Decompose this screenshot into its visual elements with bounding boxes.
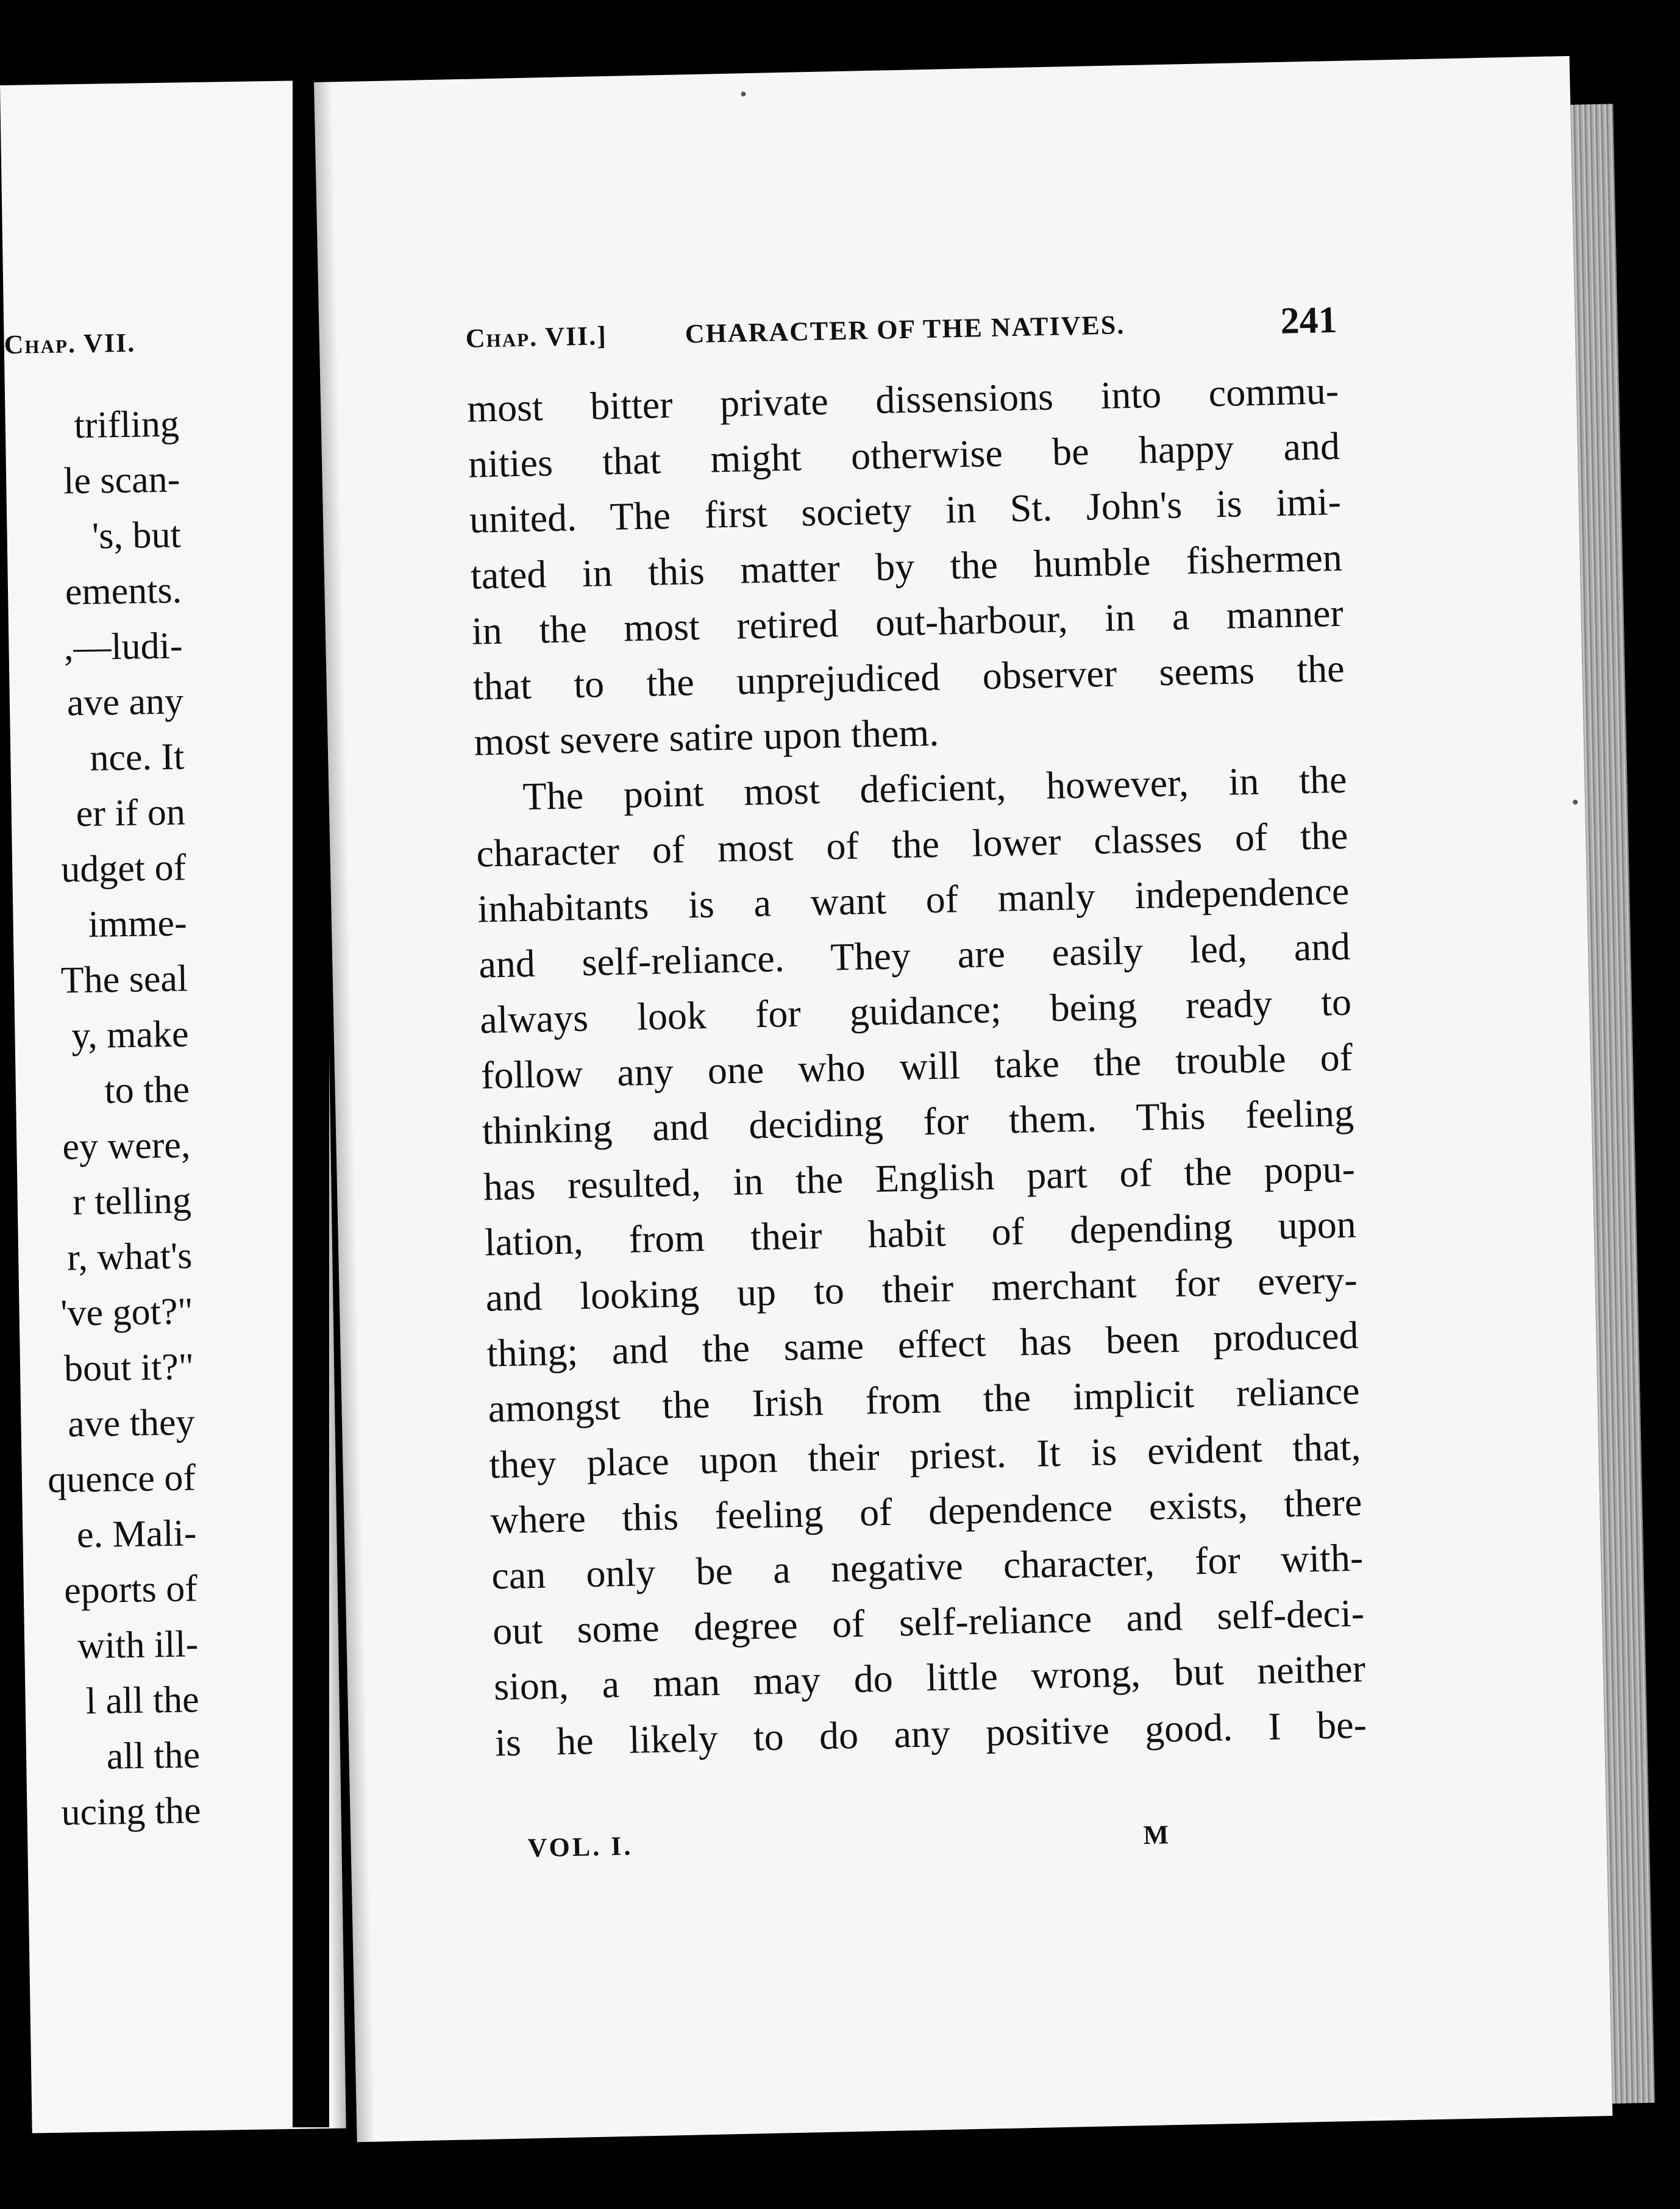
text-line: lation, from their habit of depending upon (484, 1202, 1357, 1264)
text-line: follow any one who will take the trouble of (480, 1035, 1353, 1097)
signature-mark: M (1143, 1819, 1169, 1851)
paper-speck (1573, 800, 1578, 805)
text-line: eports of (63, 1568, 198, 1612)
text-line: thing; and the same effect has been produced (486, 1313, 1359, 1375)
text-line: e. Mali- (76, 1512, 197, 1556)
right-page (314, 56, 1612, 2142)
text-line: in the most retired out-harbour, in a manner (471, 591, 1344, 653)
text-line: has resulted, in the English part of the popu- (483, 1147, 1356, 1209)
running-head-chapter: Chap. VII.] (465, 321, 608, 354)
text-line: r, what's (66, 1235, 193, 1279)
text-line: that to the unprejudiced observer seems the (472, 646, 1345, 708)
text-line: always look for guidance; being ready to (479, 980, 1352, 1042)
running-head (465, 299, 1337, 366)
text-line: all the (106, 1734, 201, 1777)
text-line: thinking and deciding for them. This feeling (482, 1091, 1354, 1153)
text-line: The seal (60, 958, 188, 1001)
text-line: can only be a negative character, for with- (491, 1535, 1364, 1598)
text-line: ,—ludi- (63, 625, 183, 669)
text-line: they place upon their priest. It is evident that, (488, 1425, 1361, 1487)
left-running-head: Chap. VII. (4, 327, 136, 360)
paper-speck (741, 91, 746, 96)
text-line: 's, but (91, 514, 182, 557)
body-text (466, 363, 1367, 1770)
text-line: most severe satire upon them. (473, 710, 939, 764)
text-line: to the (104, 1069, 190, 1112)
text-line: where this feeling of dependence exists, there (489, 1480, 1362, 1542)
text-line: out some degree of self-reliance and self-deci- (492, 1591, 1365, 1653)
text-line: ucing the (60, 1790, 202, 1834)
text-line: and looking up to their merchant for every- (485, 1257, 1358, 1320)
text-line: united. The first society in St. John's is imi- (469, 480, 1342, 542)
text-line: most bitter private dissensions into commu- (466, 368, 1339, 430)
text-line: y, make (71, 1013, 190, 1057)
text-line: ave any (66, 680, 184, 724)
signature-volume: VOL. I. (527, 1830, 633, 1863)
page-edge-stack (1570, 104, 1655, 2104)
text-line: nities that might otherwise be happy and (468, 424, 1340, 486)
text-line: er if on (76, 791, 186, 835)
text-line: 've got?" (60, 1290, 194, 1334)
text-line: ave they (67, 1401, 196, 1445)
text-line: The point most deficient, however, in the (522, 758, 1348, 819)
text-line: nce. It (89, 736, 185, 779)
text-line: inhabitants is a want of manly independence (477, 869, 1350, 931)
text-line: with ill- (77, 1623, 199, 1667)
text-line: and self-reliance. They are easily led, and (478, 924, 1351, 986)
text-line: quence of (47, 1457, 196, 1501)
text-line: tated in this matter by the humble fishermen (470, 535, 1343, 597)
text-line: sion, a man may do little wrong, but neither (493, 1646, 1366, 1709)
page-number: 241 (1280, 299, 1338, 342)
text-line: udget of (60, 847, 187, 891)
text-line: is he likely to do any positive good. I be- (494, 1702, 1367, 1764)
text-line: le scan- (63, 458, 180, 502)
text-line: imme- (88, 902, 188, 945)
text-line: r telling (72, 1179, 192, 1223)
text-line: ey were, (62, 1124, 191, 1168)
text-line: amongst the Irish from the implicit reliance (487, 1368, 1361, 1431)
running-head-title: CHARACTER OF THE NATIVES. (685, 310, 1125, 349)
left-page-text (0, 396, 201, 1844)
text-line: bout it?" (63, 1346, 194, 1390)
text-line: l all the (85, 1679, 200, 1723)
text-line: character of most of the lower classes of the (475, 813, 1348, 875)
text-line: ements. (65, 569, 182, 613)
text-line: trifling (74, 403, 180, 447)
